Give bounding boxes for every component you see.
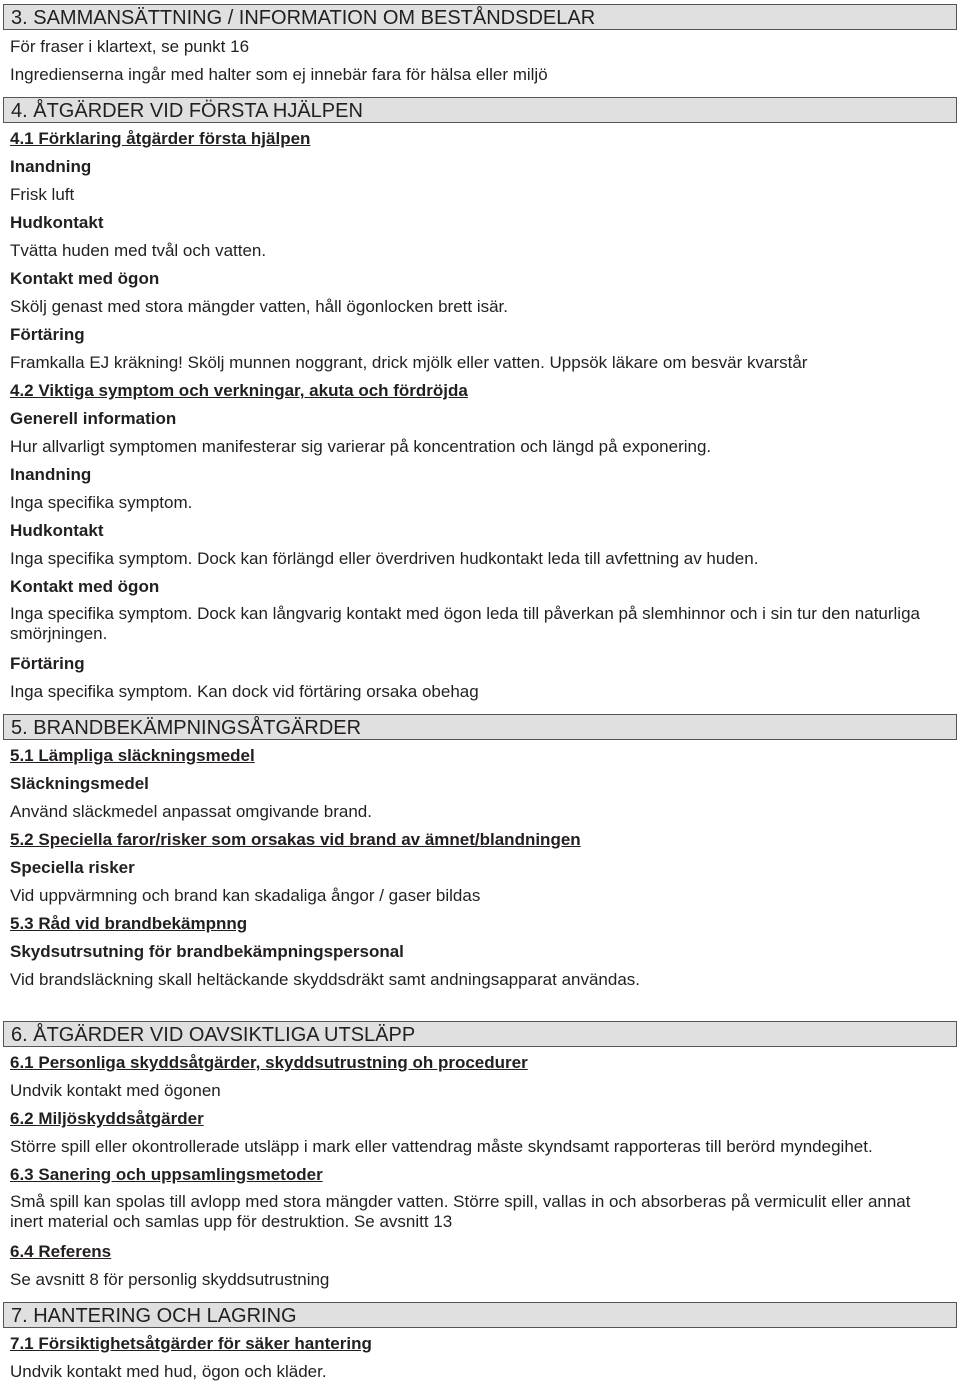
s4-1-heading: 4.1 Förklaring åtgärder första hjälpen [10,129,311,148]
s4-2-inhalation-text: Inga specifika symptom. [10,493,193,512]
s5-2-heading: 5.2 Speciella faror/risker som orsakas vid brand av ämnet/blandningen [10,830,581,849]
s5-1-heading: 5.1 Lämpliga släckningsmedel [10,746,255,765]
s3-line-2: Ingredienserna ingår med halter som ej innebär fara för hälsa eller miljö [10,65,548,84]
s4-1-ingestion-heading: Förtäring [10,325,85,344]
section-5-title: 5. BRANDBEKÄMPNINGSÅTGÄRDER [11,717,362,739]
s4-2-ingestion-heading: Förtäring [10,654,85,673]
s6-3-heading: 6.3 Sanering och uppsamlingsmetoder [10,1165,323,1184]
s5-3-text: Vid brandsläckning skall heltäckande skyddsdräkt samt andningsapparat användas. [10,970,641,989]
s6-4-text: Se avsnitt 8 för personlig skyddsutrustning [10,1270,330,1289]
s4-1-skin-text: Tvätta huden med tvål och vatten. [10,241,267,260]
s6-2-text: Större spill eller okontrollerade utsläpp i mark eller vattendrag måste skyndsamt rapporteras till berörd myndegihet. [10,1137,873,1156]
s4-2-skin-text: Inga specifika symptom. Dock kan förlängd eller överdriven hudkontakt leda till avfettning av huden. [10,549,759,568]
section-3-header [3,4,957,30]
section-6-title: 6. ÅTGÄRDER VID OAVSIKTLIGA UTSLÄPP [11,1024,416,1046]
s4-2-general-heading: Generell information [10,409,177,428]
s4-2-skin-heading: Hudkontakt [10,521,104,540]
s4-1-eye-text: Skölj genast med stora mängder vatten, håll ögonlocken brett isär. [10,297,509,316]
s5-1-subheading: Släckningsmedel [10,774,149,793]
s7-1-heading: 7.1 Försiktighetsåtgärder för säker hantering [10,1334,372,1353]
section-4-header [3,97,957,123]
s4-1-inhalation-heading: Inandning [10,157,92,176]
s6-2-heading: 6.2 Miljöskyddsåtgärder [10,1109,204,1128]
section-6-header [3,1021,957,1047]
s3-line-1: För fraser i klartext, se punkt 16 [10,37,250,56]
s4-1-ingestion-text: Framkalla EJ kräkning! Skölj munnen noggrant, drick mjölk eller vatten. Uppsök läkare om besvär kvarstår [10,353,808,372]
section-7-title: 7. HANTERING OCH LAGRING [11,1305,297,1327]
s5-2-text: Vid uppvärmning och brand kan skadaliga ångor / gaser bildas [10,886,481,905]
section-3-title: 3. SAMMANSÄTTNING / INFORMATION OM BESTÅNDSDELAR [11,7,596,29]
s4-2-ingestion-text: Inga specifika symptom. Kan dock vid förtäring orsaka obehag [10,682,479,701]
section-7-header [3,1302,957,1328]
s5-3-subheading: Skydsutrsutning för brandbekämpningspersonal [10,942,404,961]
s4-2-general-text: Hur allvarligt symptomen manifesterar sig varierar på koncentration och längd på exponering. [10,437,712,456]
s6-1-text: Undvik kontakt med ögonen [10,1081,221,1100]
s4-1-eye-heading: Kontakt med ögon [10,269,160,288]
section-4-title: 4. ÅTGÄRDER VID FÖRSTA HJÄLPEN [11,100,363,122]
s4-2-inhalation-heading: Inandning [10,465,92,484]
s4-2-eye-text: Inga specifika symptom. Dock kan långvarig kontakt med ögon leda till påverkan på slemhinnor och i sin tur den naturliga smörjningen. [10,604,920,643]
s5-1-text: Använd släckmedel anpassat omgivande brand. [10,802,372,821]
s5-2-subheading: Speciella risker [10,858,135,877]
section-5-header [3,714,957,740]
s4-1-inhalation-text: Frisk luft [10,185,75,204]
s6-1-heading: 6.1 Personliga skyddsåtgärder, skyddsutrustning oh procedurer [10,1053,528,1072]
s6-3-text: Små spill kan spolas till avlopp med stora mängder vatten. Större spill, vallas in och absorberas på vermiculit eller annat inert material och samlas upp för destruktion. Se avsnitt 13 [10,1192,911,1231]
s7-1-text: Undvik kontakt med hud, ögon och kläder. [10,1362,327,1381]
s4-2-heading: 4.2 Viktiga symptom och verkningar, akuta och fördröjda [10,381,468,400]
s4-1-skin-heading: Hudkontakt [10,213,104,232]
s4-2-eye-heading: Kontakt med ögon [10,577,160,596]
s6-4-heading: 6.4 Referens [10,1242,112,1261]
s5-3-heading: 5.3 Råd vid brandbekämpnng [10,914,248,933]
